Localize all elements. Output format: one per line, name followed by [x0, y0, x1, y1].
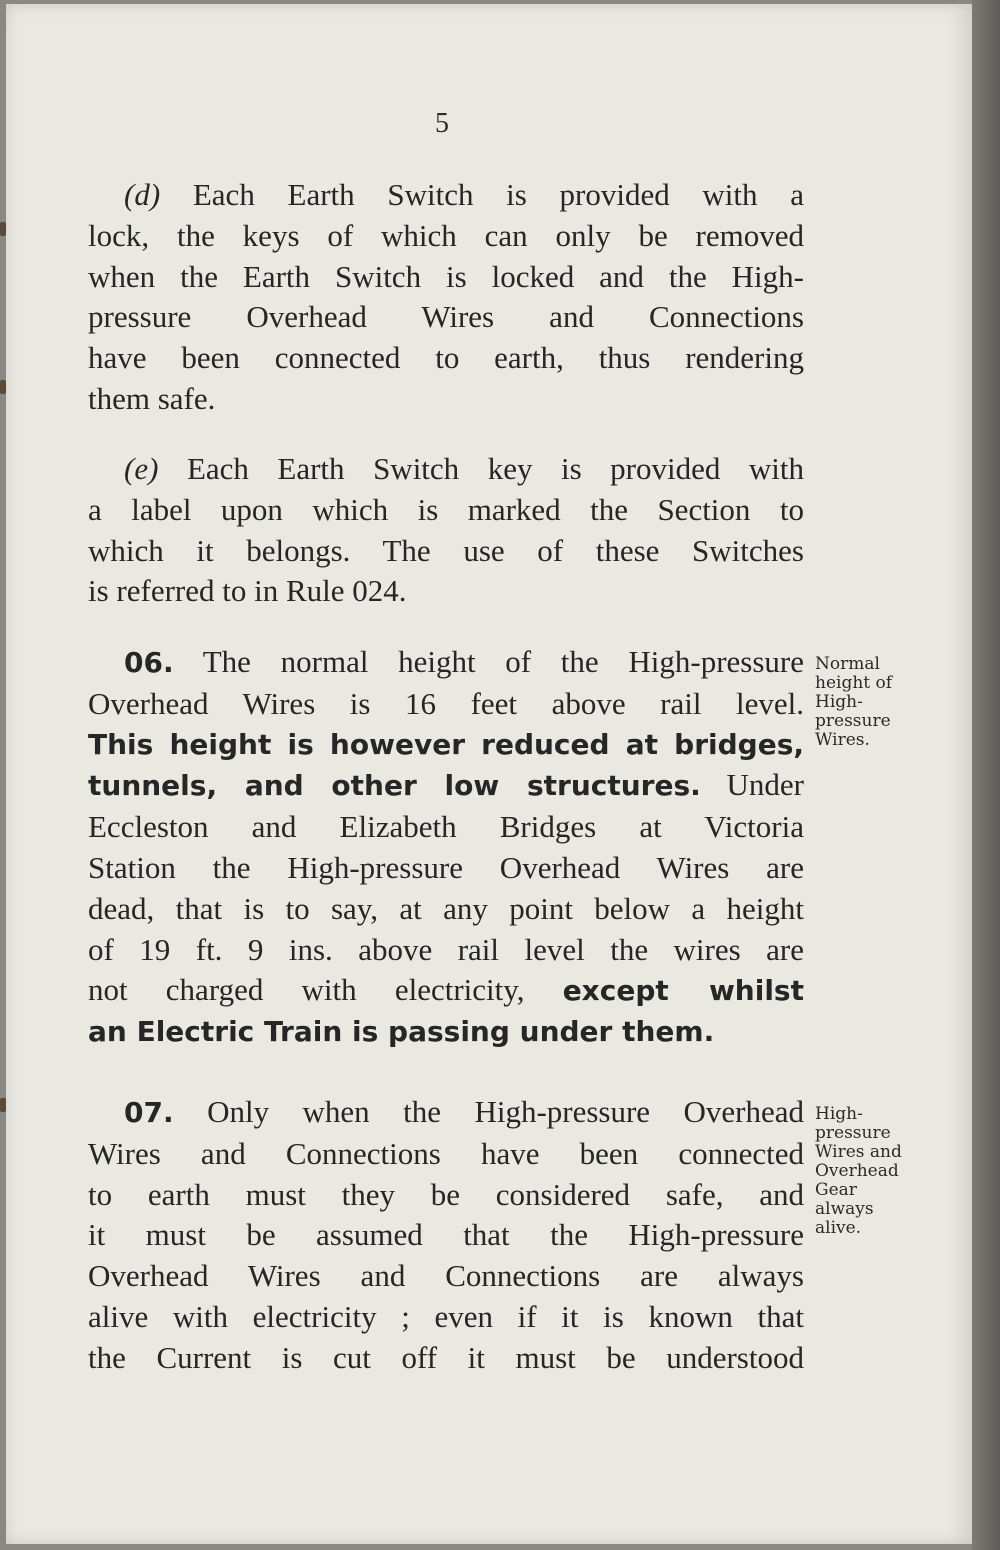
paragraph-e	[88, 449, 804, 612]
para-label: (e)	[124, 451, 159, 486]
rule-07	[88, 1092, 804, 1379]
rule-06	[88, 642, 804, 1053]
text-line: (e) Each Earth Switch key is provided with	[124, 451, 805, 486]
rule-number: 06.	[124, 646, 174, 679]
bold-text-line: This height is however reduced at bridges,	[88, 727, 804, 761]
text-line: the Current is cut off it must be understood	[88, 1339, 804, 1375]
text-line: is referred to in Rule 024.	[88, 573, 407, 609]
text-line: them safe.	[88, 380, 216, 416]
text-line: Eccleston and Elizabeth Bridges at Victoria	[88, 809, 804, 845]
text-line: to earth must they be considered safe, and	[88, 1176, 804, 1212]
binding-stitch	[0, 1098, 6, 1112]
text-line: it must be assumed that the High-pressure	[88, 1217, 804, 1253]
paragraph-d	[88, 175, 804, 420]
binding-stitch	[0, 380, 6, 394]
text-line: pressure Overhead Wires and Connections	[88, 299, 804, 335]
text-line: Overhead Wires is 16 feet above rail level.	[88, 685, 804, 721]
margin-note-06: Normal height of High- pressure Wires.	[815, 654, 893, 750]
text-line: a label upon which is marked the Section to	[88, 491, 804, 527]
text-line: (d) Each Earth Switch is provided with a	[124, 177, 804, 212]
text-line: dead, that is to say, at any point below a height	[88, 890, 804, 926]
text-line: lock, the keys of which can only be removed	[88, 217, 804, 253]
text-line: which it belongs. The use of these Switches	[88, 532, 804, 568]
page-number: 5	[435, 108, 449, 139]
text-line: tunnels, and other low structures. Under	[88, 767, 805, 803]
rule-number: 07.	[124, 1096, 174, 1129]
text-line: have been connected to earth, thus rendering	[88, 340, 804, 376]
page-edge-shadow	[972, 0, 1000, 1550]
text-line: not charged with electricity, except whilst	[88, 972, 804, 1008]
para-label: (d)	[124, 177, 161, 212]
text-line: 07. Only when the High-pressure Overhead	[124, 1094, 804, 1129]
binding-stitch	[0, 222, 6, 236]
text-line: Overhead Wires and Connections are always	[88, 1258, 804, 1294]
text-line: Station the High-pressure Overhead Wires are	[88, 849, 804, 885]
margin-note-07: High- pressure Wires and Overhead Gear always alive.	[815, 1104, 902, 1238]
text-line: of 19 ft. 9 ins. above rail level the wires are	[88, 931, 804, 967]
text-line: alive with electricity ; even if it is known that	[88, 1298, 804, 1334]
bold-text-line: an Electric Train is passing under them.	[88, 1015, 715, 1049]
text-line: 06. The normal height of the High-pressure	[124, 644, 804, 679]
text-line: Wires and Connections have been connected	[88, 1135, 804, 1171]
text-line: when the Earth Switch is locked and the High-	[88, 258, 804, 294]
